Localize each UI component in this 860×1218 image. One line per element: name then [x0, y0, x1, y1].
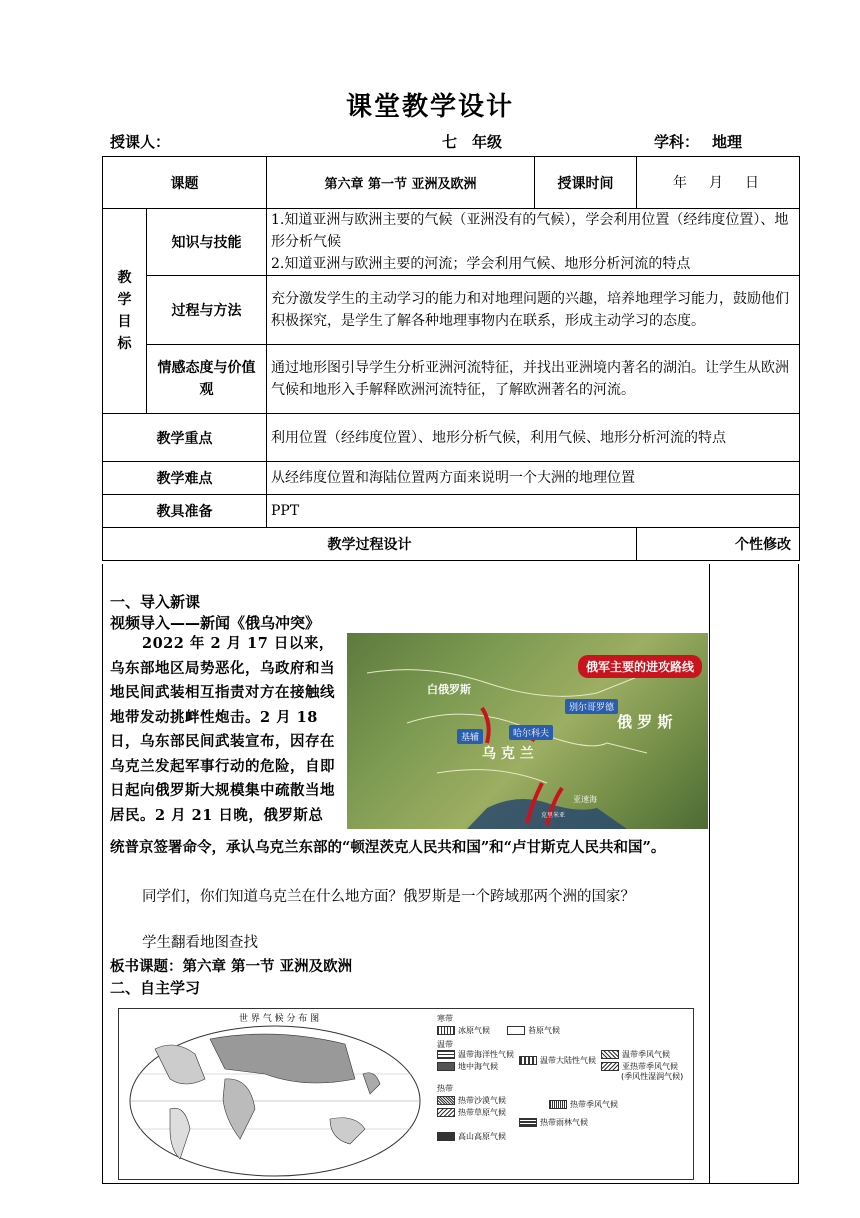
teacher-label: 授课人：	[110, 133, 171, 151]
goal-label-process: 过程与方法	[147, 276, 267, 345]
goal-text-process: 充分激发学生的主动学习的能力和对地理问题的兴趣，培养地理学习能力，鼓励他们积极探究，是学生了解各种地理事物内在联系，形成主动学习的态度。	[267, 276, 800, 345]
attack-route-banner: 俄军主要的进攻路线	[578, 655, 702, 678]
section-self-study-title: 二、自主学习	[110, 979, 201, 997]
swatch-tr-monsoon	[549, 1100, 567, 1109]
page-title: 课堂教学设计	[345, 92, 514, 122]
swatch-continental	[519, 1056, 537, 1065]
time-label: 授课时间	[535, 157, 637, 209]
goal-label-knowledge: 知识与技能	[147, 209, 267, 276]
swatch-oceanic	[437, 1050, 455, 1059]
label-kyiv: 基辅	[457, 729, 483, 744]
legend-rainforest: 热带雨林气候	[519, 1117, 588, 1128]
legend-tundra: 苔原气候	[507, 1025, 560, 1036]
news-continuation: 统普京签署命令，承认乌克兰东部的“顿涅茨克人民共和国”和“卢甘斯克人民共和国”。	[110, 839, 666, 856]
swatch-ice	[437, 1026, 455, 1035]
swatch-tundra	[507, 1026, 525, 1035]
process-label: 教学过程设计	[103, 528, 637, 561]
section-intro-title: 一、导入新课	[110, 593, 201, 611]
goals-label: 教 学 目 标	[103, 209, 147, 414]
legend-tropical: 热带	[437, 1084, 453, 1093]
legend-tr-monsoon: 热带季风气候	[549, 1099, 618, 1110]
legend-ice: 冰原气候	[437, 1025, 490, 1036]
ukraine-map	[347, 633, 708, 829]
tools-text: PPT	[267, 495, 800, 528]
lesson-table	[102, 156, 800, 561]
subject: 地理	[712, 133, 743, 151]
swatch-t-monsoon	[601, 1050, 619, 1059]
swatch-highland	[437, 1132, 455, 1141]
world-map-outline	[125, 1019, 425, 1179]
legend-cold: 寒带	[437, 1014, 453, 1023]
board-title: 板书课题：第六章 第一节 亚洲及欧洲	[110, 959, 353, 975]
label-belgorod: 别尔哥罗德	[565, 699, 618, 714]
legend-temperate: 温带	[437, 1040, 453, 1049]
topic-label: 课题	[103, 157, 267, 209]
legend-t-monsoon: 温带季风气候	[601, 1049, 670, 1060]
grade: 七 年级	[442, 133, 503, 151]
label-ukraine: 乌 克 兰	[482, 746, 534, 762]
label-kharkiv: 哈尔科夫	[509, 725, 553, 740]
legend-oceanic: 温带海洋性气候	[437, 1049, 514, 1060]
goal-label-emotion: 情感态度与价值观	[147, 345, 267, 414]
label-azov: 亚速海	[573, 795, 597, 804]
difficulty-text: 从经纬度位置和海陆位置两方面来说明一个大洲的地理位置	[267, 462, 800, 495]
key-label: 教学重点	[103, 414, 267, 462]
swatch-desert	[437, 1096, 455, 1105]
climate-map-title: 世 界 气 候 分 布 图	[239, 1014, 320, 1024]
legend-st-monsoon: 亚热带季风气候	[601, 1061, 678, 1072]
time-value: 年 月 日	[637, 157, 800, 209]
swatch-mediterranean	[437, 1062, 455, 1071]
swatch-rainforest	[519, 1118, 537, 1127]
student-activity: 学生翻看地图查找	[142, 935, 258, 951]
swatch-st-monsoon	[601, 1062, 619, 1071]
legend-desert: 热带沙漠气候	[437, 1095, 506, 1106]
tools-label: 教具准备	[103, 495, 267, 528]
goal-text-emotion: 通过地形图引导学生分析亚洲河流特征，并找出亚洲境内著名的湖泊。让学生从欧洲气候和地形入手解释欧洲河流特征，了解欧洲著名的河流。	[267, 345, 800, 414]
swatch-savanna	[437, 1108, 455, 1117]
topic-value: 第六章 第一节 亚洲及欧洲	[267, 157, 535, 209]
goal-text-knowledge: 1.知道亚洲与欧洲主要的气候（亚洲没有的气候），学会利用位置（经纬度位置）、地形分析气候 2.知道亚洲与欧洲主要的河流；学会利用气候、地形分析河流的特点	[267, 209, 800, 276]
world-climate-map	[118, 1008, 694, 1180]
personal-column	[709, 564, 800, 1184]
label-belarus: 白俄罗斯	[427, 683, 471, 696]
personal-label: 个性修改	[637, 528, 800, 561]
legend-mediterranean: 地中海气候	[437, 1061, 498, 1072]
legend-st-humid: (季风性湿润气候)	[621, 1072, 684, 1081]
news-text: 2022 年 2 月 17 日以来，乌东部地区局势恶化，乌政府和当地民间武装相互指责对方在接触线地带发动挑衅性炮击。2 月 18 日，乌东部民间武装宣布，因存在乌克兰发起军事行动的危险，自即日起向俄罗斯大规模集中疏散当地居民。2 月 21 日晚，俄罗斯总	[110, 635, 335, 824]
legend-highland: 高山高原气候	[437, 1131, 506, 1142]
key-text: 利用位置（经纬度位置）、地形分析气候，利用气候、地形分析河流的特点	[267, 414, 800, 462]
legend-continental: 温带大陆性气候	[519, 1055, 596, 1066]
subject-label: 学科：	[654, 133, 700, 151]
legend-savanna: 热带草原气候	[437, 1107, 506, 1118]
label-russia: 俄 罗 斯	[617, 713, 673, 731]
difficulty-label: 教学难点	[103, 462, 267, 495]
teacher-question: 同学们，你们知道乌克兰在什么地方面？俄罗斯是一个跨域那两个洲的国家？	[142, 889, 635, 905]
label-crimea: 克里米亚	[541, 812, 566, 819]
video-line: 视频导入——新闻《俄乌冲突》	[110, 614, 321, 632]
